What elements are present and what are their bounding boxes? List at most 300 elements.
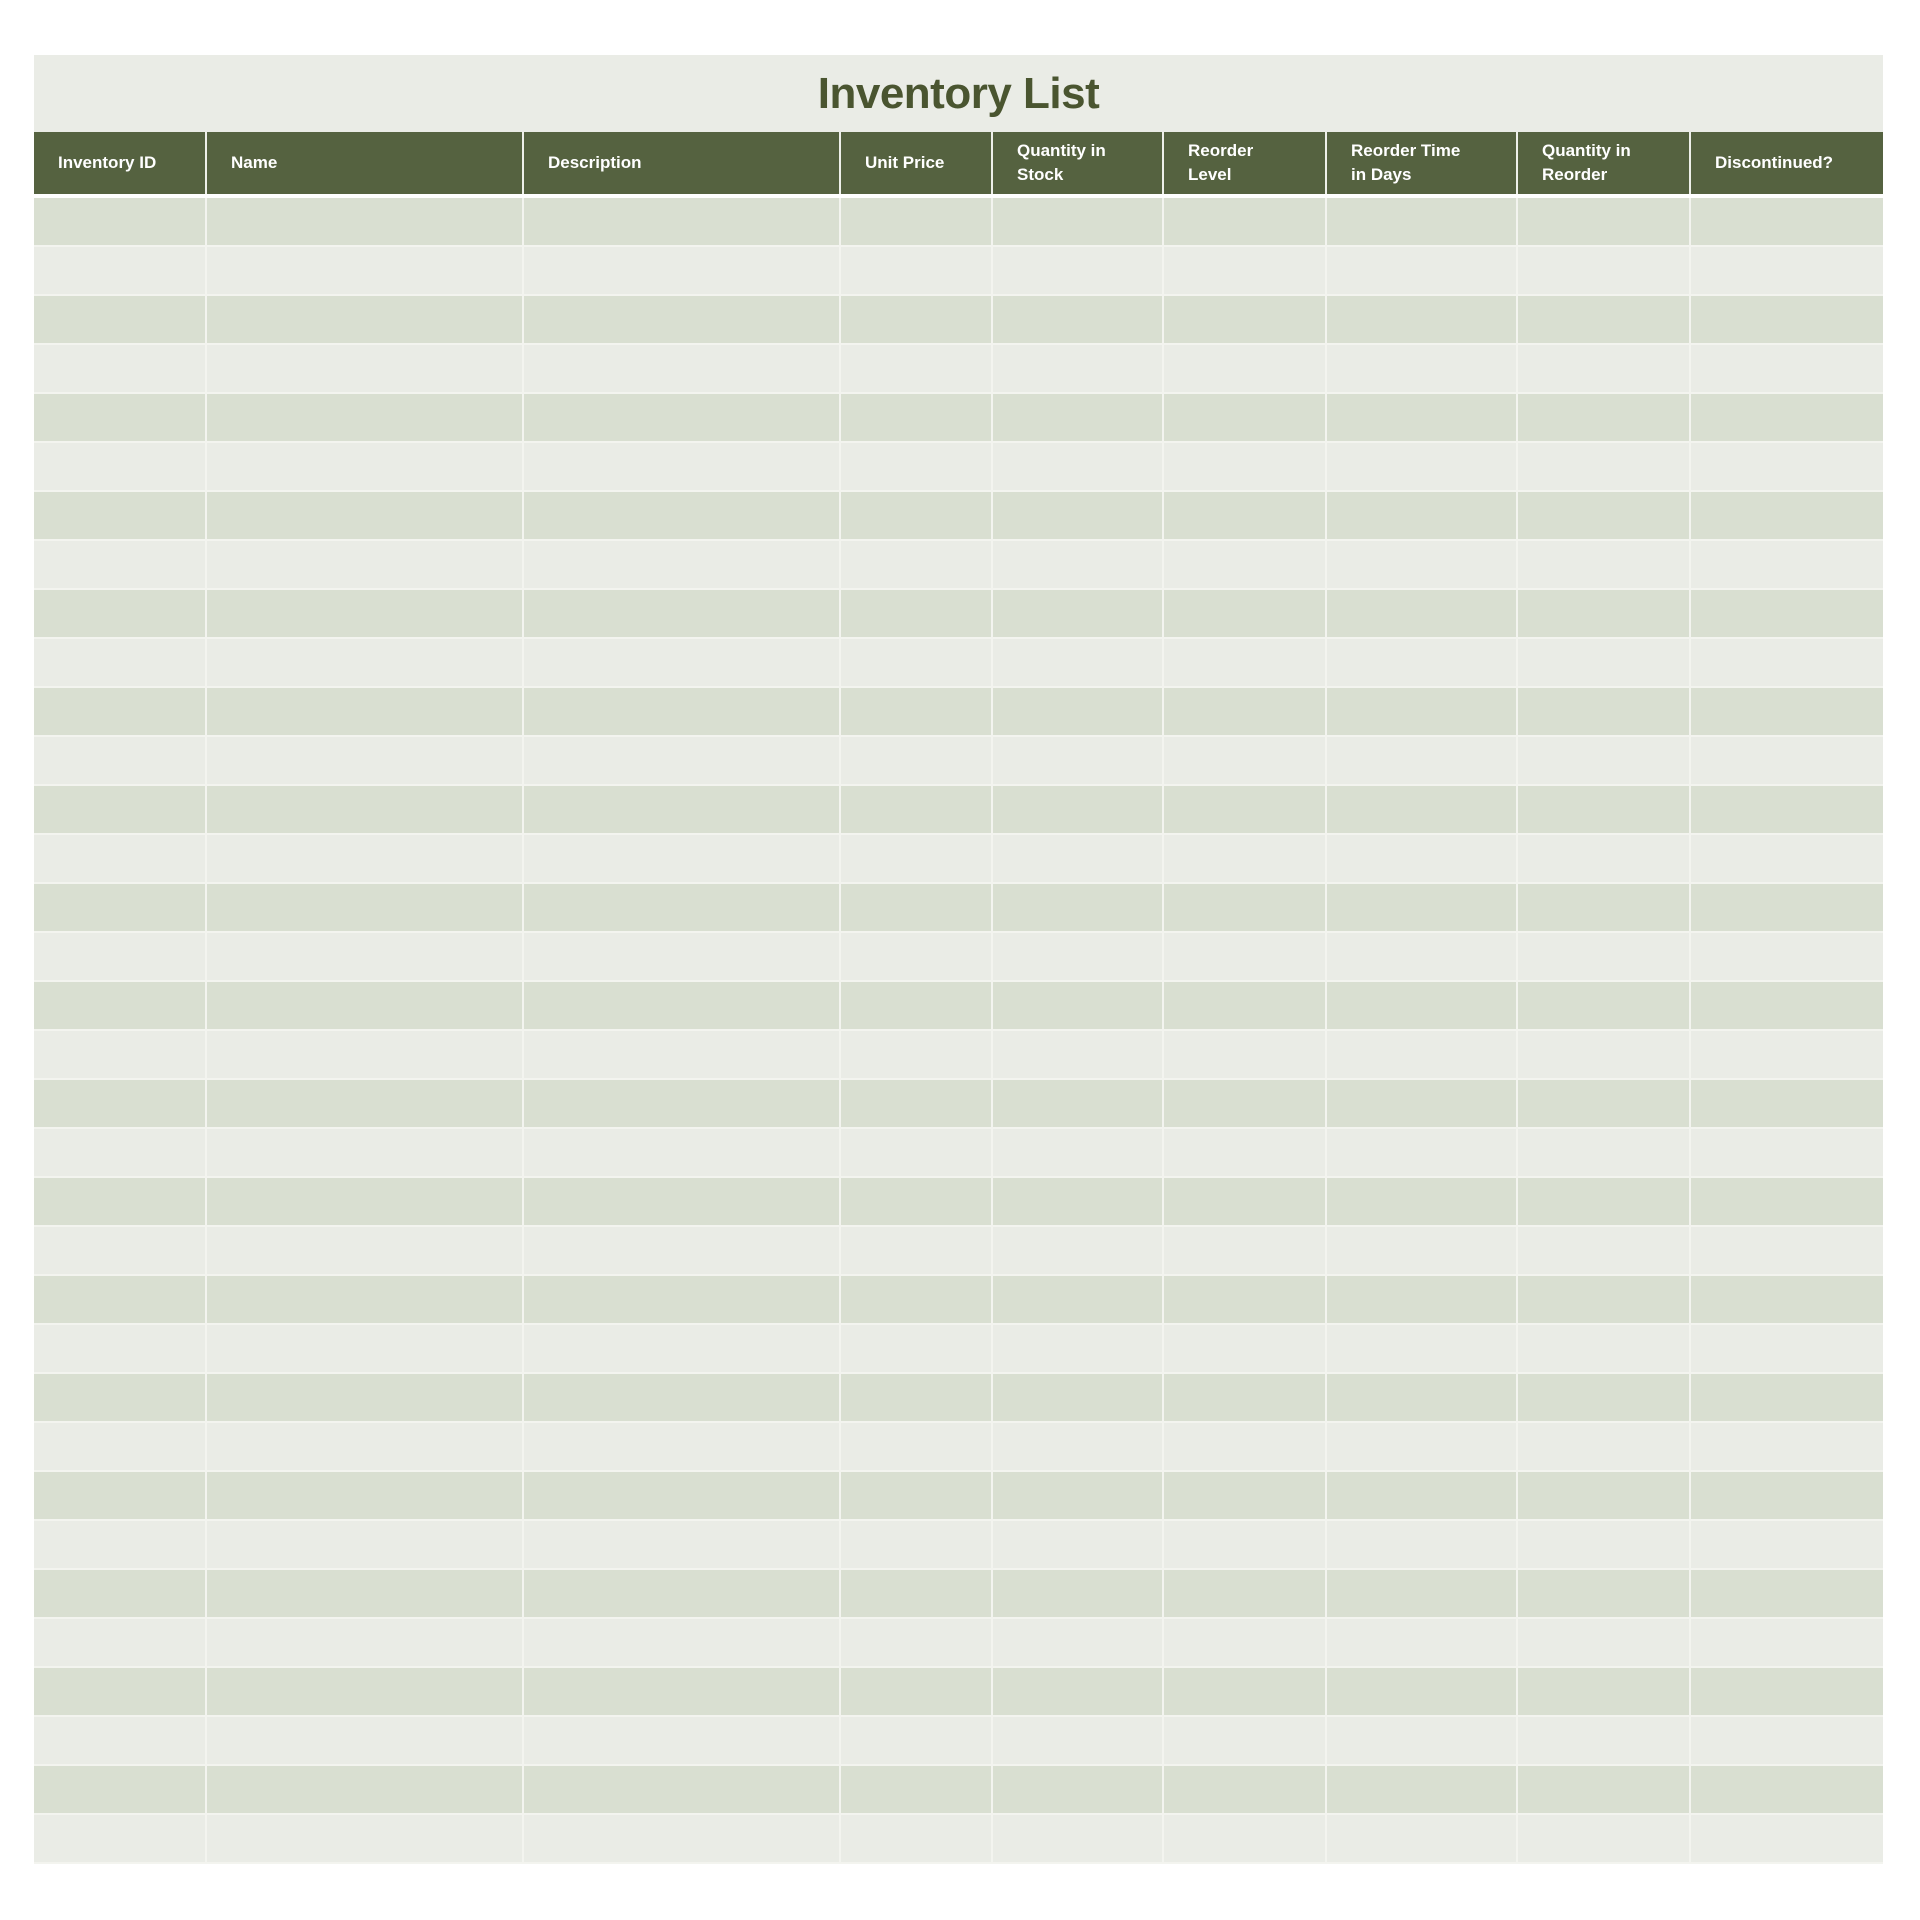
table-cell[interactable] <box>1517 1324 1690 1373</box>
table-cell[interactable] <box>1326 344 1517 393</box>
table-cell[interactable] <box>1690 1765 1883 1814</box>
table-cell[interactable] <box>206 932 523 981</box>
table-cell[interactable] <box>1517 1422 1690 1471</box>
table-cell[interactable] <box>523 344 840 393</box>
column-header-inventory-id[interactable]: Inventory ID <box>34 132 206 196</box>
table-cell[interactable] <box>1326 736 1517 785</box>
table-cell[interactable] <box>1690 1716 1883 1765</box>
table-cell[interactable] <box>1690 295 1883 344</box>
table-cell[interactable] <box>1517 932 1690 981</box>
table-cell[interactable] <box>992 344 1163 393</box>
table-cell[interactable] <box>1163 540 1326 589</box>
table-cell[interactable] <box>1517 196 1690 246</box>
table-cell[interactable] <box>992 1128 1163 1177</box>
table-cell[interactable] <box>1517 442 1690 491</box>
table-cell[interactable] <box>523 442 840 491</box>
table-cell[interactable] <box>1690 687 1883 736</box>
table-cell[interactable] <box>1163 785 1326 834</box>
table-cell[interactable] <box>1517 687 1690 736</box>
column-header-reorder-level[interactable]: Reorder Level <box>1163 132 1326 196</box>
table-cell[interactable] <box>1326 785 1517 834</box>
table-cell[interactable] <box>523 1422 840 1471</box>
table-cell[interactable] <box>206 1275 523 1324</box>
table-cell[interactable] <box>1326 589 1517 638</box>
table-cell[interactable] <box>1517 1128 1690 1177</box>
table-cell[interactable] <box>1517 295 1690 344</box>
table-cell[interactable] <box>1163 589 1326 638</box>
table-cell[interactable] <box>523 932 840 981</box>
table-cell[interactable] <box>1690 1079 1883 1128</box>
table-cell[interactable] <box>992 196 1163 246</box>
table-cell[interactable] <box>206 1814 523 1863</box>
table-cell[interactable] <box>1163 491 1326 540</box>
table-cell[interactable] <box>840 1814 992 1863</box>
table-cell[interactable] <box>1163 1128 1326 1177</box>
table-cell[interactable] <box>206 687 523 736</box>
table-cell[interactable] <box>206 1030 523 1079</box>
table-cell[interactable] <box>992 1814 1163 1863</box>
table-cell[interactable] <box>523 540 840 589</box>
table-cell[interactable] <box>206 1324 523 1373</box>
table-cell[interactable] <box>840 344 992 393</box>
table-cell[interactable] <box>992 295 1163 344</box>
table-cell[interactable] <box>1517 1814 1690 1863</box>
table-cell[interactable] <box>992 638 1163 687</box>
table-cell[interactable] <box>992 736 1163 785</box>
table-cell[interactable] <box>523 1716 840 1765</box>
table-cell[interactable] <box>992 589 1163 638</box>
table-cell[interactable] <box>840 736 992 785</box>
table-cell[interactable] <box>1163 1716 1326 1765</box>
table-cell[interactable] <box>840 1716 992 1765</box>
table-cell[interactable] <box>34 540 206 589</box>
table-cell[interactable] <box>1690 1569 1883 1618</box>
table-cell[interactable] <box>523 1814 840 1863</box>
table-cell[interactable] <box>992 1226 1163 1275</box>
table-cell[interactable] <box>1690 1177 1883 1226</box>
table-cell[interactable] <box>206 1716 523 1765</box>
table-cell[interactable] <box>34 1471 206 1520</box>
table-cell[interactable] <box>206 736 523 785</box>
table-cell[interactable] <box>992 1324 1163 1373</box>
table-cell[interactable] <box>1690 1373 1883 1422</box>
table-cell[interactable] <box>34 1422 206 1471</box>
table-cell[interactable] <box>523 589 840 638</box>
table-cell[interactable] <box>1690 834 1883 883</box>
table-cell[interactable] <box>992 981 1163 1030</box>
table-cell[interactable] <box>1690 1667 1883 1716</box>
table-cell[interactable] <box>1690 1128 1883 1177</box>
table-cell[interactable] <box>1326 540 1517 589</box>
table-cell[interactable] <box>1163 1079 1326 1128</box>
table-cell[interactable] <box>1163 1226 1326 1275</box>
table-cell[interactable] <box>1517 1765 1690 1814</box>
table-cell[interactable] <box>523 246 840 295</box>
table-cell[interactable] <box>523 736 840 785</box>
table-cell[interactable] <box>840 1422 992 1471</box>
table-cell[interactable] <box>992 1079 1163 1128</box>
table-cell[interactable] <box>840 1079 992 1128</box>
table-cell[interactable] <box>206 491 523 540</box>
table-cell[interactable] <box>840 1520 992 1569</box>
table-cell[interactable] <box>1163 1030 1326 1079</box>
table-cell[interactable] <box>206 393 523 442</box>
table-cell[interactable] <box>1163 246 1326 295</box>
table-cell[interactable] <box>34 393 206 442</box>
table-cell[interactable] <box>523 1471 840 1520</box>
table-cell[interactable] <box>1517 1079 1690 1128</box>
table-cell[interactable] <box>1326 1814 1517 1863</box>
table-cell[interactable] <box>523 1275 840 1324</box>
table-cell[interactable] <box>1326 1373 1517 1422</box>
table-cell[interactable] <box>992 834 1163 883</box>
table-cell[interactable] <box>206 246 523 295</box>
table-cell[interactable] <box>523 1324 840 1373</box>
table-cell[interactable] <box>1326 1226 1517 1275</box>
table-cell[interactable] <box>34 1324 206 1373</box>
table-cell[interactable] <box>840 1177 992 1226</box>
table-cell[interactable] <box>1163 1422 1326 1471</box>
table-cell[interactable] <box>523 1765 840 1814</box>
table-cell[interactable] <box>840 1667 992 1716</box>
table-cell[interactable] <box>523 834 840 883</box>
table-cell[interactable] <box>1690 785 1883 834</box>
table-cell[interactable] <box>840 1030 992 1079</box>
table-cell[interactable] <box>1690 1618 1883 1667</box>
table-cell[interactable] <box>34 1226 206 1275</box>
table-cell[interactable] <box>1326 442 1517 491</box>
table-cell[interactable] <box>1326 932 1517 981</box>
table-cell[interactable] <box>1517 834 1690 883</box>
table-cell[interactable] <box>840 1128 992 1177</box>
table-cell[interactable] <box>34 344 206 393</box>
table-cell[interactable] <box>523 491 840 540</box>
table-cell[interactable] <box>992 1569 1163 1618</box>
table-cell[interactable] <box>992 1765 1163 1814</box>
table-cell[interactable] <box>840 638 992 687</box>
table-cell[interactable] <box>1163 1275 1326 1324</box>
table-cell[interactable] <box>992 393 1163 442</box>
table-cell[interactable] <box>1690 1030 1883 1079</box>
table-cell[interactable] <box>206 883 523 932</box>
table-cell[interactable] <box>840 687 992 736</box>
table-cell[interactable] <box>1326 246 1517 295</box>
table-cell[interactable] <box>1690 196 1883 246</box>
table-cell[interactable] <box>840 1569 992 1618</box>
column-header-quantity-in-reorder[interactable]: Quantity in Reorder <box>1517 132 1690 196</box>
table-cell[interactable] <box>523 1177 840 1226</box>
table-cell[interactable] <box>206 442 523 491</box>
table-cell[interactable] <box>992 1177 1163 1226</box>
table-cell[interactable] <box>992 246 1163 295</box>
table-cell[interactable] <box>1517 589 1690 638</box>
table-cell[interactable] <box>206 1373 523 1422</box>
table-cell[interactable] <box>840 1765 992 1814</box>
table-cell[interactable] <box>523 1569 840 1618</box>
table-cell[interactable] <box>1690 638 1883 687</box>
table-cell[interactable] <box>992 1716 1163 1765</box>
table-cell[interactable] <box>1326 1618 1517 1667</box>
table-cell[interactable] <box>1517 1569 1690 1618</box>
table-cell[interactable] <box>523 1667 840 1716</box>
table-cell[interactable] <box>1163 932 1326 981</box>
table-cell[interactable] <box>206 1079 523 1128</box>
table-cell[interactable] <box>523 196 840 246</box>
table-cell[interactable] <box>1690 1275 1883 1324</box>
table-cell[interactable] <box>523 638 840 687</box>
table-cell[interactable] <box>1690 1324 1883 1373</box>
table-cell[interactable] <box>1517 1618 1690 1667</box>
table-cell[interactable] <box>1326 1422 1517 1471</box>
table-cell[interactable] <box>840 393 992 442</box>
table-cell[interactable] <box>206 540 523 589</box>
table-cell[interactable] <box>523 1373 840 1422</box>
table-cell[interactable] <box>1326 638 1517 687</box>
table-cell[interactable] <box>1163 1765 1326 1814</box>
table-cell[interactable] <box>840 932 992 981</box>
table-cell[interactable] <box>523 1618 840 1667</box>
table-cell[interactable] <box>34 785 206 834</box>
table-cell[interactable] <box>1517 540 1690 589</box>
table-cell[interactable] <box>34 1520 206 1569</box>
table-cell[interactable] <box>34 1275 206 1324</box>
table-cell[interactable] <box>34 981 206 1030</box>
table-cell[interactable] <box>992 1520 1163 1569</box>
table-cell[interactable] <box>992 1618 1163 1667</box>
table-cell[interactable] <box>1163 736 1326 785</box>
table-cell[interactable] <box>1517 246 1690 295</box>
table-cell[interactable] <box>1690 1520 1883 1569</box>
table-cell[interactable] <box>992 442 1163 491</box>
table-cell[interactable] <box>840 1275 992 1324</box>
table-cell[interactable] <box>34 932 206 981</box>
table-cell[interactable] <box>1517 1030 1690 1079</box>
table-cell[interactable] <box>840 442 992 491</box>
table-cell[interactable] <box>1517 981 1690 1030</box>
table-cell[interactable] <box>992 1667 1163 1716</box>
table-cell[interactable] <box>523 981 840 1030</box>
table-cell[interactable] <box>206 1667 523 1716</box>
table-cell[interactable] <box>992 883 1163 932</box>
table-cell[interactable] <box>840 834 992 883</box>
table-cell[interactable] <box>1690 1422 1883 1471</box>
table-cell[interactable] <box>992 1373 1163 1422</box>
table-cell[interactable] <box>992 540 1163 589</box>
table-cell[interactable] <box>1326 1079 1517 1128</box>
table-cell[interactable] <box>1517 1226 1690 1275</box>
table-cell[interactable] <box>206 834 523 883</box>
table-cell[interactable] <box>1690 442 1883 491</box>
table-cell[interactable] <box>523 883 840 932</box>
table-cell[interactable] <box>1517 638 1690 687</box>
table-cell[interactable] <box>840 1618 992 1667</box>
table-cell[interactable] <box>992 687 1163 736</box>
table-cell[interactable] <box>1517 1471 1690 1520</box>
table-cell[interactable] <box>34 1716 206 1765</box>
table-cell[interactable] <box>1163 687 1326 736</box>
column-header-discontinued[interactable]: Discontinued? <box>1690 132 1883 196</box>
table-cell[interactable] <box>1163 196 1326 246</box>
table-cell[interactable] <box>206 1618 523 1667</box>
table-cell[interactable] <box>840 1471 992 1520</box>
table-cell[interactable] <box>523 1030 840 1079</box>
table-cell[interactable] <box>1690 981 1883 1030</box>
table-cell[interactable] <box>1517 1275 1690 1324</box>
table-cell[interactable] <box>840 785 992 834</box>
column-header-description[interactable]: Description <box>523 132 840 196</box>
table-cell[interactable] <box>1326 1765 1517 1814</box>
table-cell[interactable] <box>1163 344 1326 393</box>
table-cell[interactable] <box>840 1226 992 1275</box>
table-cell[interactable] <box>206 1128 523 1177</box>
table-cell[interactable] <box>1517 344 1690 393</box>
table-cell[interactable] <box>1690 246 1883 295</box>
table-cell[interactable] <box>1326 1520 1517 1569</box>
table-cell[interactable] <box>1690 736 1883 785</box>
table-cell[interactable] <box>1517 491 1690 540</box>
table-cell[interactable] <box>1163 442 1326 491</box>
table-cell[interactable] <box>1326 1128 1517 1177</box>
table-cell[interactable] <box>34 883 206 932</box>
table-cell[interactable] <box>34 1667 206 1716</box>
table-cell[interactable] <box>206 295 523 344</box>
table-cell[interactable] <box>1163 981 1326 1030</box>
table-cell[interactable] <box>34 1030 206 1079</box>
table-cell[interactable] <box>1326 491 1517 540</box>
table-cell[interactable] <box>1517 1177 1690 1226</box>
table-cell[interactable] <box>1326 393 1517 442</box>
table-cell[interactable] <box>34 638 206 687</box>
table-cell[interactable] <box>206 1471 523 1520</box>
table-cell[interactable] <box>1163 1324 1326 1373</box>
table-cell[interactable] <box>1163 295 1326 344</box>
table-cell[interactable] <box>1517 393 1690 442</box>
table-cell[interactable] <box>523 393 840 442</box>
table-cell[interactable] <box>1326 687 1517 736</box>
table-cell[interactable] <box>206 638 523 687</box>
table-cell[interactable] <box>523 1226 840 1275</box>
table-cell[interactable] <box>1326 834 1517 883</box>
table-cell[interactable] <box>1326 883 1517 932</box>
table-cell[interactable] <box>992 1471 1163 1520</box>
table-cell[interactable] <box>992 932 1163 981</box>
table-cell[interactable] <box>34 1177 206 1226</box>
table-cell[interactable] <box>840 196 992 246</box>
table-cell[interactable] <box>34 1618 206 1667</box>
table-cell[interactable] <box>34 442 206 491</box>
table-cell[interactable] <box>1326 1716 1517 1765</box>
table-cell[interactable] <box>34 295 206 344</box>
table-cell[interactable] <box>1326 1030 1517 1079</box>
table-cell[interactable] <box>206 1226 523 1275</box>
table-cell[interactable] <box>34 589 206 638</box>
table-cell[interactable] <box>206 981 523 1030</box>
table-cell[interactable] <box>34 196 206 246</box>
table-cell[interactable] <box>1163 1177 1326 1226</box>
table-cell[interactable] <box>206 785 523 834</box>
table-cell[interactable] <box>840 883 992 932</box>
table-cell[interactable] <box>523 1079 840 1128</box>
table-cell[interactable] <box>34 1373 206 1422</box>
table-cell[interactable] <box>1326 196 1517 246</box>
table-cell[interactable] <box>992 1275 1163 1324</box>
table-cell[interactable] <box>34 687 206 736</box>
table-cell[interactable] <box>523 785 840 834</box>
table-cell[interactable] <box>1163 834 1326 883</box>
table-cell[interactable] <box>1163 638 1326 687</box>
column-header-name[interactable]: Name <box>206 132 523 196</box>
table-cell[interactable] <box>206 1422 523 1471</box>
table-cell[interactable] <box>34 1128 206 1177</box>
table-cell[interactable] <box>1517 1667 1690 1716</box>
table-cell[interactable] <box>992 1030 1163 1079</box>
table-cell[interactable] <box>1690 540 1883 589</box>
table-cell[interactable] <box>1690 932 1883 981</box>
table-cell[interactable] <box>1690 1471 1883 1520</box>
table-cell[interactable] <box>1517 736 1690 785</box>
table-cell[interactable] <box>206 196 523 246</box>
table-cell[interactable] <box>1690 1226 1883 1275</box>
table-cell[interactable] <box>523 1520 840 1569</box>
table-cell[interactable] <box>34 491 206 540</box>
table-cell[interactable] <box>1163 393 1326 442</box>
table-cell[interactable] <box>523 295 840 344</box>
table-cell[interactable] <box>1163 1373 1326 1422</box>
table-cell[interactable] <box>992 785 1163 834</box>
table-cell[interactable] <box>1517 785 1690 834</box>
table-cell[interactable] <box>206 589 523 638</box>
table-cell[interactable] <box>1517 883 1690 932</box>
table-cell[interactable] <box>1690 883 1883 932</box>
table-cell[interactable] <box>1690 1814 1883 1863</box>
table-cell[interactable] <box>523 687 840 736</box>
table-cell[interactable] <box>1326 1177 1517 1226</box>
table-cell[interactable] <box>34 1569 206 1618</box>
table-cell[interactable] <box>1326 981 1517 1030</box>
table-cell[interactable] <box>206 1569 523 1618</box>
table-cell[interactable] <box>1326 1324 1517 1373</box>
table-cell[interactable] <box>840 491 992 540</box>
table-cell[interactable] <box>1690 491 1883 540</box>
table-cell[interactable] <box>1517 1373 1690 1422</box>
column-header-reorder-time[interactable]: Reorder Time in Days <box>1326 132 1517 196</box>
table-cell[interactable] <box>1517 1716 1690 1765</box>
table-cell[interactable] <box>1690 344 1883 393</box>
table-cell[interactable] <box>1163 1569 1326 1618</box>
table-cell[interactable] <box>992 1422 1163 1471</box>
table-cell[interactable] <box>1326 1275 1517 1324</box>
table-cell[interactable] <box>1690 393 1883 442</box>
table-cell[interactable] <box>1163 1667 1326 1716</box>
table-cell[interactable] <box>34 736 206 785</box>
table-cell[interactable] <box>840 589 992 638</box>
table-cell[interactable] <box>34 1079 206 1128</box>
table-cell[interactable] <box>840 1373 992 1422</box>
table-cell[interactable] <box>206 1177 523 1226</box>
table-cell[interactable] <box>1163 883 1326 932</box>
table-cell[interactable] <box>34 1765 206 1814</box>
table-cell[interactable] <box>840 981 992 1030</box>
table-cell[interactable] <box>206 1520 523 1569</box>
column-header-quantity-in-stock[interactable]: Quantity in Stock <box>992 132 1163 196</box>
table-cell[interactable] <box>206 344 523 393</box>
table-cell[interactable] <box>1163 1618 1326 1667</box>
column-header-unit-price[interactable]: Unit Price <box>840 132 992 196</box>
table-cell[interactable] <box>1326 1471 1517 1520</box>
table-cell[interactable] <box>1163 1471 1326 1520</box>
table-cell[interactable] <box>840 1324 992 1373</box>
table-cell[interactable] <box>206 1765 523 1814</box>
